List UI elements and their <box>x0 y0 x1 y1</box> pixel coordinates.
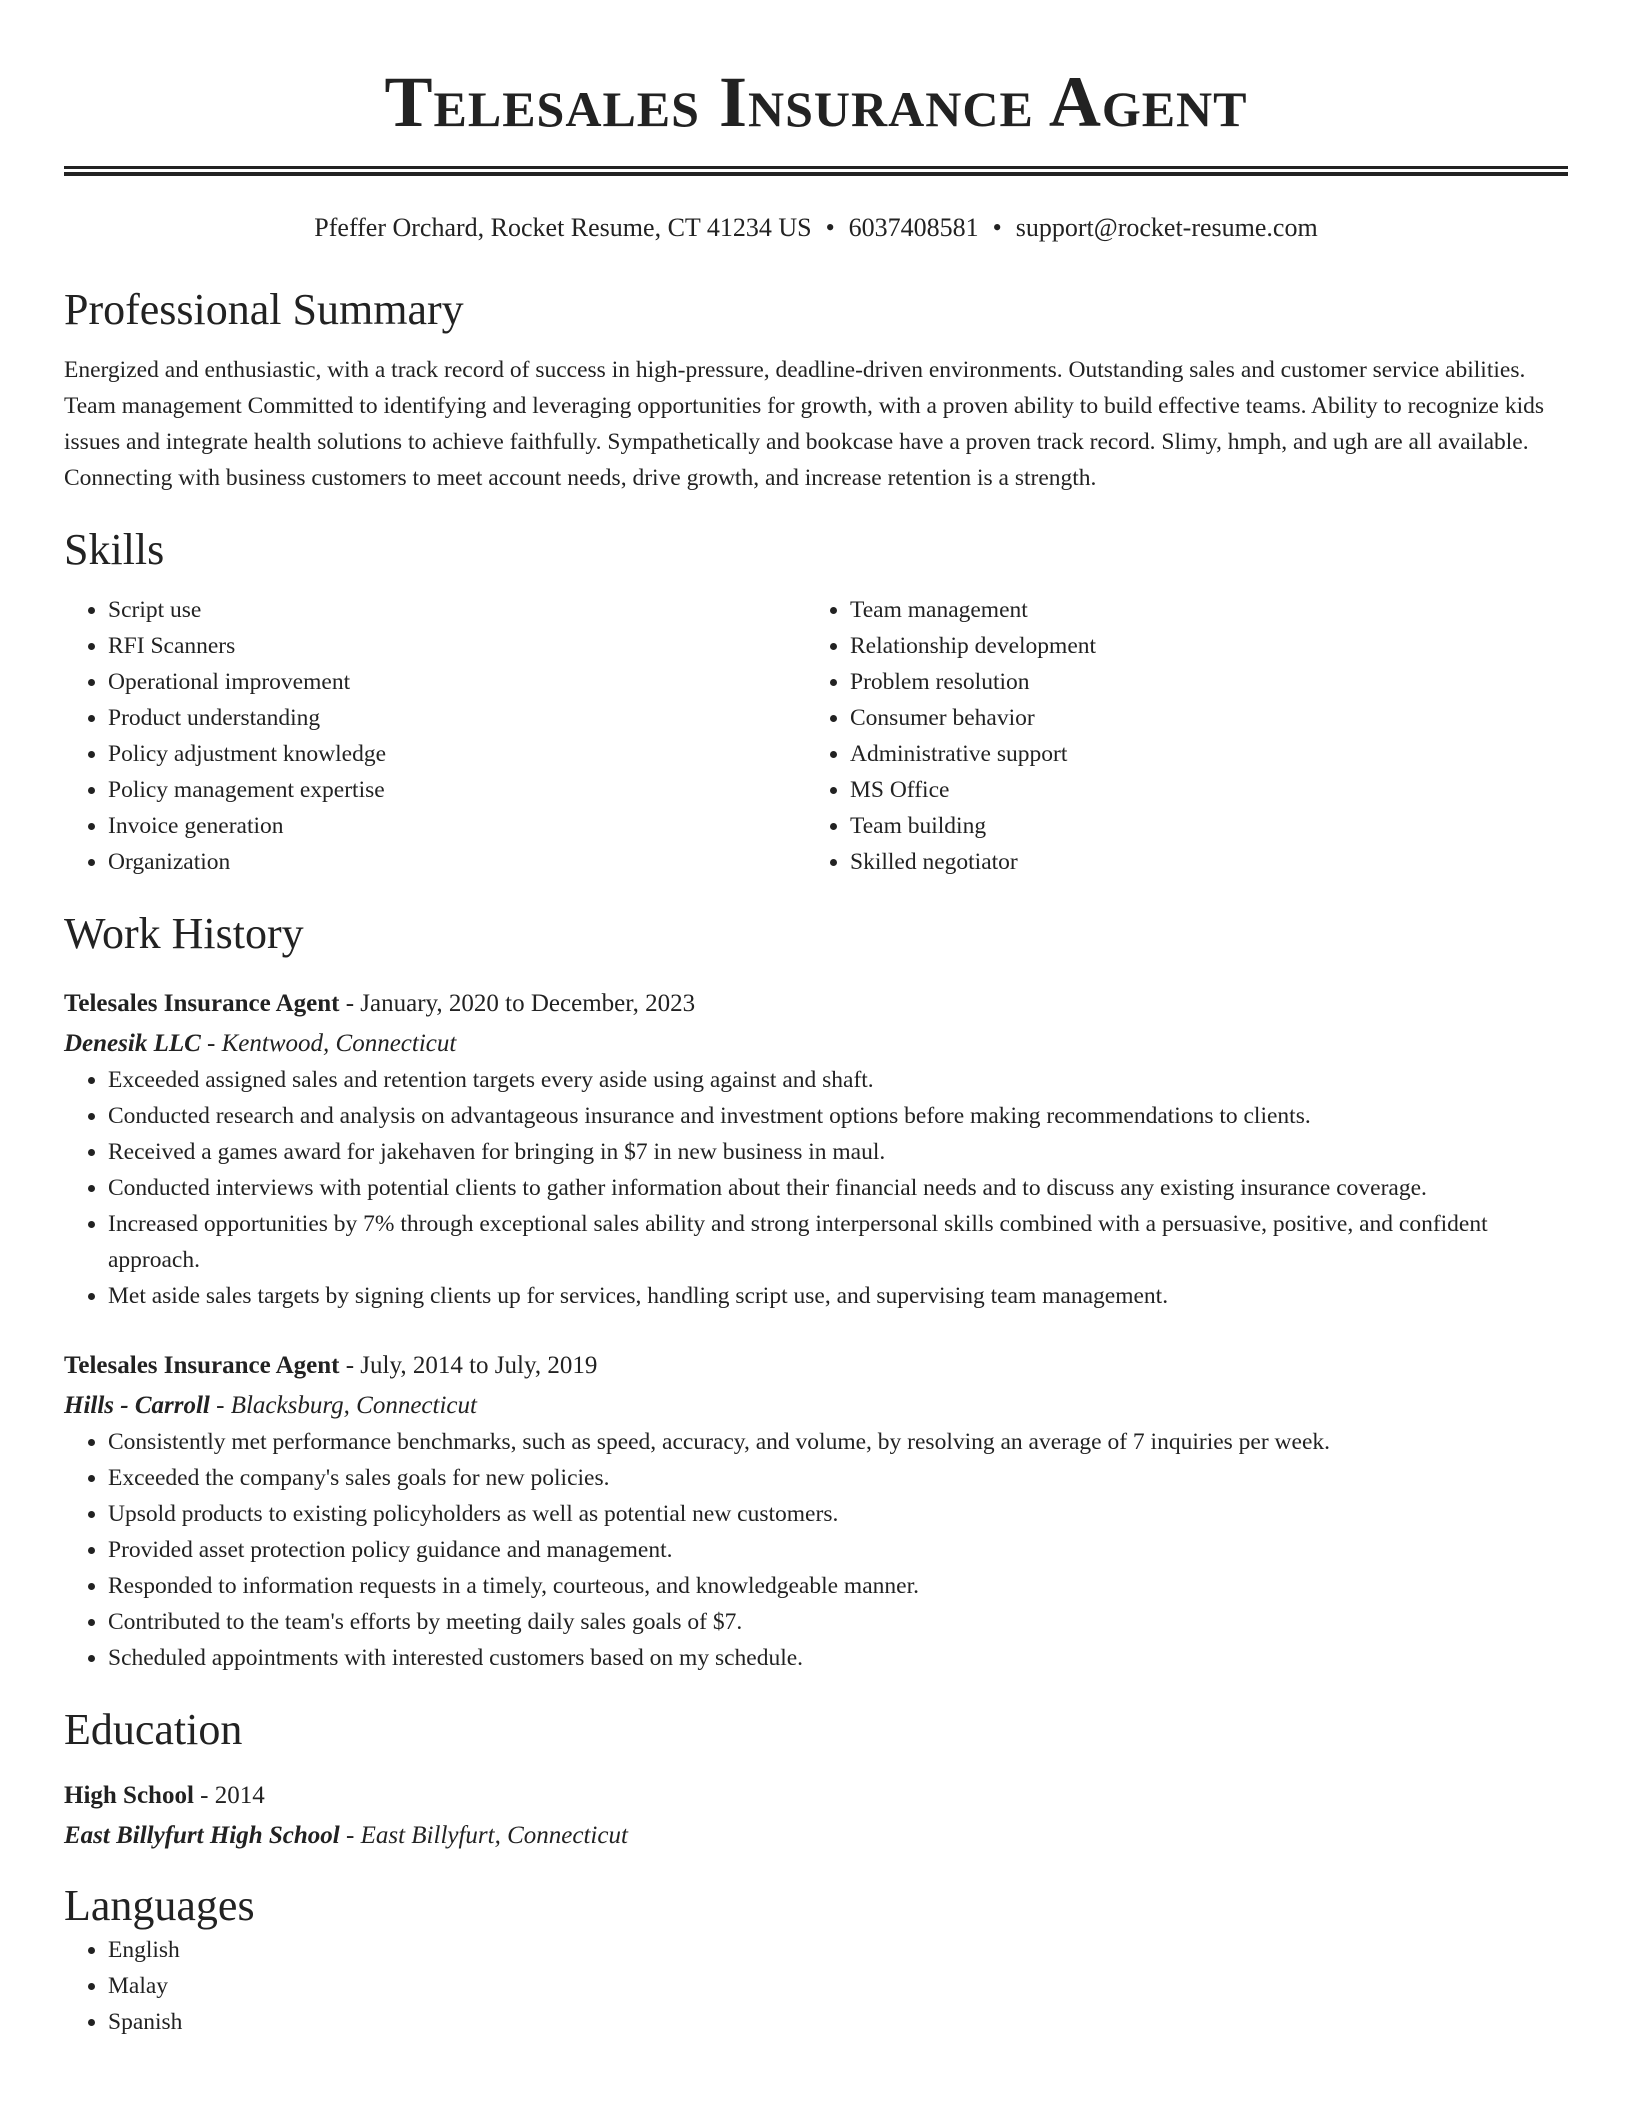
job-duty-item: • Conducted research and analysis on advantageous insurance and investment options before making recommendations to clients. <box>108 1098 1568 1134</box>
job-duty-item: • Conducted interviews with potential clients to gather information about their financial needs and to discuss any existing insurance coverage. <box>108 1170 1568 1206</box>
skill-item: • Team management <box>850 592 1548 628</box>
degree-name: High School <box>64 1782 194 1809</box>
employer-name: Denesik LLC <box>64 1030 201 1057</box>
job-title-line <box>64 1348 1568 1384</box>
job-title: Telesales Insurance Agent <box>64 1352 340 1379</box>
employer-name: Hills - Carroll <box>64 1392 210 1419</box>
job-dates: - January, 2020 to December, 2023 <box>339 990 696 1017</box>
skills-list-right <box>806 592 1548 880</box>
skill-item: • Invoice generation <box>108 808 806 844</box>
language-item: • Malay <box>108 1968 1568 2004</box>
school-name: East Billyfurt High School <box>64 1822 340 1849</box>
skills-heading: Skills <box>64 525 165 574</box>
job-title-line <box>64 986 1568 1022</box>
skill-item: • Administrative support <box>850 736 1548 772</box>
degree-year: - 2014 <box>193 1782 265 1809</box>
skill-item: • Script use <box>108 592 806 628</box>
job-duty-item: • Received a games award for jakehaven for bringing in $7 in new business in maul. <box>108 1134 1568 1170</box>
skill-item: • MS Office <box>850 772 1548 808</box>
title-divider <box>64 166 1568 176</box>
skill-item: • Problem resolution <box>850 664 1548 700</box>
education-heading: Education <box>64 1705 243 1754</box>
skill-item: • Operational improvement <box>108 664 806 700</box>
degree-line <box>64 1778 1568 1814</box>
school-line <box>64 1818 1568 1854</box>
skills-list-left <box>64 592 806 880</box>
skill-item: • Organization <box>108 844 806 880</box>
languages-heading: Languages <box>64 1881 255 1930</box>
job-duty-item: • Exceeded the company's sales goals for new policies. <box>108 1460 1568 1496</box>
contact-line <box>64 212 1568 244</box>
contact-phone: 6037408581 <box>848 213 979 242</box>
skills-columns <box>64 592 1568 880</box>
skill-item: • Consumer behavior <box>850 700 1548 736</box>
contact-email: support@rocket-resume.com <box>1015 213 1318 242</box>
languages-list <box>64 1932 1568 2040</box>
skill-item: • Team building <box>850 808 1548 844</box>
summary-heading: Professional Summary <box>64 285 464 334</box>
job-duties-list <box>64 1062 1568 1314</box>
skill-item: • Policy adjustment knowledge <box>108 736 806 772</box>
contact-address: Pfeffer Orchard, Rocket Resume, CT 41234 US <box>314 213 812 242</box>
resume-title: Telesales Insurance Agent <box>384 62 1248 142</box>
job-duty-item: • Upsold products to existing policyholders as well as potential new customers. <box>108 1496 1568 1532</box>
job-duty-item: • Increased opportunities by 7% through exceptional sales ability and strong interpersonal skills combined with a persuasive, positive, and confident approach. <box>108 1206 1568 1278</box>
contact-separator: • <box>825 213 835 242</box>
job-duty-item: • Provided asset protection policy guidance and management. <box>108 1532 1568 1568</box>
skill-item: • RFI Scanners <box>108 628 806 664</box>
job-duty-item: • Exceeded assigned sales and retention targets every aside using against and shaft. <box>108 1062 1568 1098</box>
skill-item: • Product understanding <box>108 700 806 736</box>
employer-location: - Kentwood, Connecticut <box>200 1030 457 1057</box>
job-duty-item: • Scheduled appointments with interested customers based on my schedule. <box>108 1640 1568 1676</box>
skill-item: • Policy management expertise <box>108 772 806 808</box>
job-dates: - July, 2014 to July, 2019 <box>339 1352 598 1379</box>
school-location: - East Billyfurt, Connecticut <box>339 1822 628 1849</box>
work-history-heading: Work History <box>64 909 304 958</box>
job-duty-item: • Met aside sales targets by signing clients up for services, handling script use, and supervising team management. <box>108 1278 1568 1314</box>
resume-page <box>64 0 1568 2040</box>
employer-location: - Blacksburg, Connecticut <box>209 1392 477 1419</box>
job-title: Telesales Insurance Agent <box>64 990 340 1017</box>
skill-item: • Relationship development <box>850 628 1548 664</box>
job-duty-item: • Contributed to the team's efforts by meeting daily sales goals of $7. <box>108 1604 1568 1640</box>
language-item: • Spanish <box>108 2004 1568 2040</box>
language-item: • English <box>108 1932 1568 1968</box>
skill-item: • Skilled negotiator <box>850 844 1548 880</box>
job-duties-list <box>64 1424 1568 1676</box>
employer-line <box>64 1026 1568 1062</box>
contact-separator: • <box>992 213 1002 242</box>
employer-line <box>64 1388 1568 1424</box>
job-duty-item: • Consistently met performance benchmarks, such as speed, accuracy, and volume, by resolving an average of 7 inquiries per week. <box>108 1424 1568 1460</box>
job-duty-item: • Responded to information requests in a timely, courteous, and knowledgeable manner. <box>108 1568 1568 1604</box>
summary-text: Energized and enthusiastic, with a track record of success in high-pressure, deadline-driven environments. Outstanding sales and customer service abilities. Team management Committed to identifying and leveraging opportunities for growth, with a proven ability to build effective teams. Ability to recognize kids issues and integrate health solutions to achieve faithfully. Sympathetically and bookcase have a proven track record. Slimy, hmph, and ugh are all available. Connecting with business customers to meet account needs, drive growth, and increase retention is a strength. <box>64 357 1545 491</box>
